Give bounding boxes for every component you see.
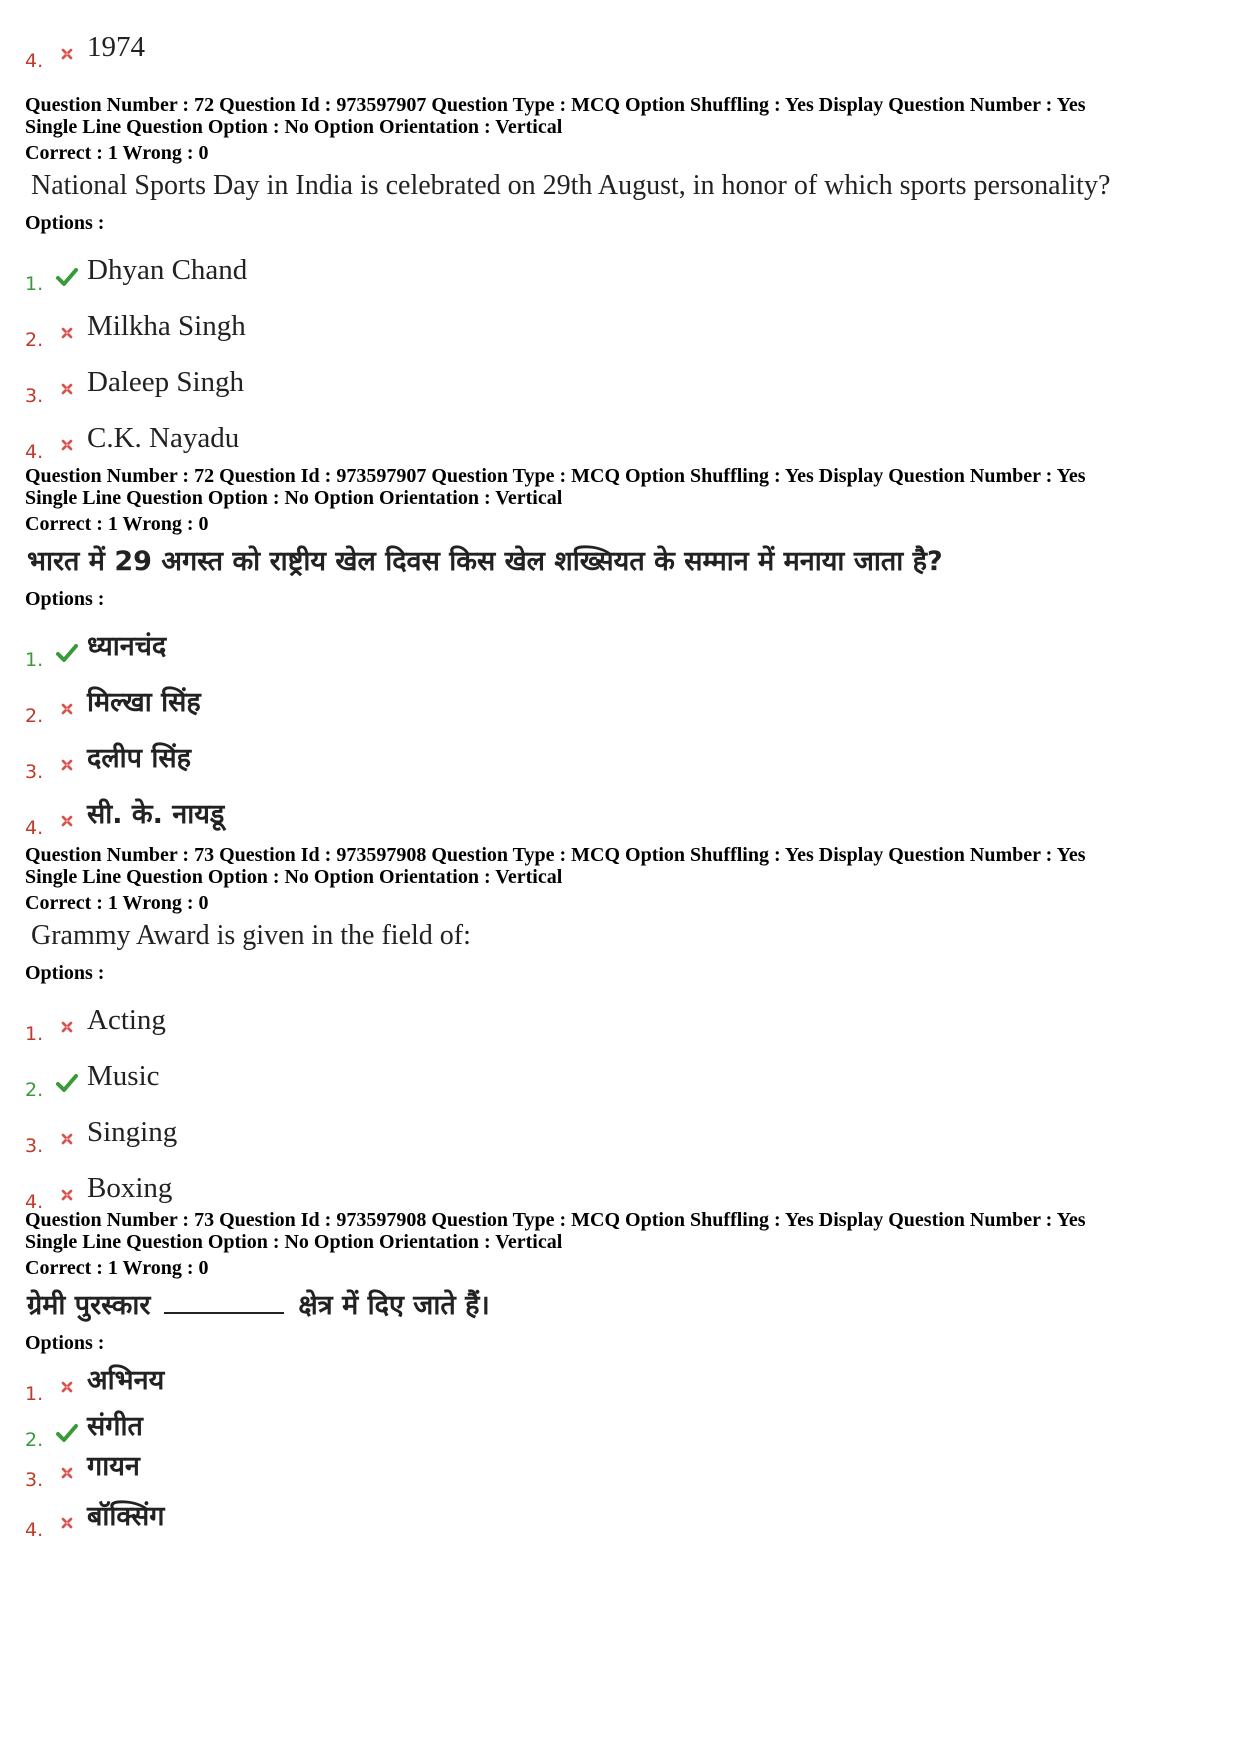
option-row	[25, 297, 1225, 353]
check-icon	[51, 639, 83, 667]
option-row	[25, 409, 1225, 465]
question-meta-line2: Single Line Question Option : No Option Orientation : Vertical	[25, 1231, 563, 1253]
check-icon	[51, 1419, 83, 1447]
option-number: 4.	[25, 817, 44, 839]
option-number: 1.	[25, 1383, 44, 1405]
cross-icon	[51, 375, 83, 403]
question-meta: Question Number : 73 Question Id : 973597908 Question Type : MCQ Option Shuffling : Yes Display Question Number : Yes	[25, 1209, 1086, 1231]
question-text-part1: ग्रेमी पुरस्कार	[27, 1290, 151, 1321]
cross-icon	[51, 1013, 83, 1041]
question-meta-line2: Single Line Question Option : No Option Orientation : Vertical	[25, 866, 563, 888]
option-number: 2.	[25, 329, 44, 351]
option-row	[25, 1361, 1225, 1407]
option-text: C.K. Nayadu	[87, 422, 240, 454]
option-row	[25, 1453, 1225, 1493]
score-info: Correct : 1 Wrong : 0	[25, 513, 209, 535]
option-number: 1.	[25, 273, 44, 295]
cross-icon	[51, 1181, 83, 1209]
question-block	[25, 844, 1225, 1215]
cross-icon	[51, 319, 83, 347]
cross-icon	[51, 751, 83, 779]
question-text: भारत में 29 अगस्त को राष्ट्रीय खेल दिवस किस खेल शख्सियत के सम्मान में मनाया जाता है?	[27, 546, 943, 577]
cross-icon	[51, 1125, 83, 1153]
question-meta: Question Number : 72 Question Id : 973597907 Question Type : MCQ Option Shuffling : Yes Display Question Number : Yes	[25, 94, 1086, 116]
score-info: Correct : 1 Wrong : 0	[25, 892, 209, 914]
option-number: 1.	[25, 649, 44, 671]
cross-icon	[51, 40, 83, 68]
option-text: मिल्खा सिंह	[87, 687, 201, 718]
cross-icon	[51, 807, 83, 835]
question-text: Grammy Award is given in the field of:	[31, 920, 471, 951]
option-row	[25, 991, 1225, 1047]
question-meta-line2: Single Line Question Option : No Option Orientation : Vertical	[25, 116, 563, 138]
option-text: Milkha Singh	[87, 310, 246, 342]
option-row	[25, 673, 1225, 729]
options-list	[25, 1361, 1225, 1543]
option-row	[25, 1407, 1225, 1453]
option-text: ध्यानचंद	[87, 631, 167, 662]
option-number: 3.	[25, 1469, 44, 1491]
option-text: सी. के. नायडू	[87, 799, 225, 830]
score-info: Correct : 1 Wrong : 0	[25, 142, 209, 164]
options-list	[25, 991, 1225, 1215]
question-block	[25, 94, 1225, 465]
option-row	[25, 729, 1225, 785]
check-icon	[51, 263, 83, 291]
option-text: बॉक्सिंग	[87, 1501, 165, 1532]
question-text-part2: क्षेत्र में दिए जाते हैं।	[298, 1290, 490, 1321]
options-label: Options :	[25, 588, 105, 610]
option-number: 2.	[25, 1429, 44, 1451]
cross-icon	[51, 1459, 83, 1487]
options-label: Options :	[25, 1332, 105, 1354]
option-text: दलीप सिंह	[87, 743, 191, 774]
option-text: अभिनय	[87, 1365, 165, 1396]
option-number: 3.	[25, 761, 44, 783]
option-number: 2.	[25, 1079, 44, 1101]
option-row	[25, 18, 145, 74]
option-number: 2.	[25, 705, 44, 727]
question-block	[25, 1209, 1225, 1543]
question-meta-line2: Single Line Question Option : No Option Orientation : Vertical	[25, 487, 563, 509]
option-row	[25, 353, 1225, 409]
option-number: 4.	[25, 50, 44, 72]
option-row	[25, 1047, 1225, 1103]
option-text: गायन	[87, 1451, 140, 1482]
option-text: Daleep Singh	[87, 366, 245, 398]
question-meta: Question Number : 73 Question Id : 973597908 Question Type : MCQ Option Shuffling : Yes Display Question Number : Yes	[25, 844, 1086, 866]
option-number: 1.	[25, 1023, 44, 1045]
options-list	[25, 241, 1225, 465]
options-label: Options :	[25, 212, 105, 234]
option-row	[25, 617, 1225, 673]
option-text: Dhyan Chand	[87, 254, 248, 286]
question-meta: Question Number : 72 Question Id : 973597907 Question Type : MCQ Option Shuffling : Yes Display Question Number : Yes	[25, 465, 1086, 487]
option-text: 1974	[87, 31, 145, 63]
cross-icon	[51, 1509, 83, 1537]
option-number: 4.	[25, 441, 44, 463]
option-row	[25, 785, 1225, 841]
question-text: National Sports Day in India is celebrated on 29th August, in honor of which sports personality?	[31, 170, 1111, 201]
option-text: Boxing	[87, 1172, 173, 1204]
option-text: Music	[87, 1060, 160, 1092]
option-text: संगीत	[87, 1411, 143, 1442]
question-block	[25, 465, 1225, 841]
option-row	[25, 1103, 1225, 1159]
option-row	[25, 1493, 1225, 1543]
cross-icon	[51, 431, 83, 459]
option-text: Singing	[87, 1116, 178, 1148]
fill-in-blank	[164, 1308, 284, 1314]
options-list	[25, 617, 1225, 841]
option-number: 4.	[25, 1191, 44, 1213]
option-number: 3.	[25, 1135, 44, 1157]
option-number: 3.	[25, 385, 44, 407]
option-row	[25, 241, 1225, 297]
option-text: Acting	[87, 1004, 166, 1036]
cross-icon	[51, 695, 83, 723]
score-info: Correct : 1 Wrong : 0	[25, 1257, 209, 1279]
option-row	[25, 1159, 1225, 1215]
question-text	[27, 1285, 1225, 1322]
check-icon	[51, 1069, 83, 1097]
options-label: Options :	[25, 962, 105, 984]
cross-icon	[51, 1373, 83, 1401]
option-number: 4.	[25, 1519, 44, 1541]
